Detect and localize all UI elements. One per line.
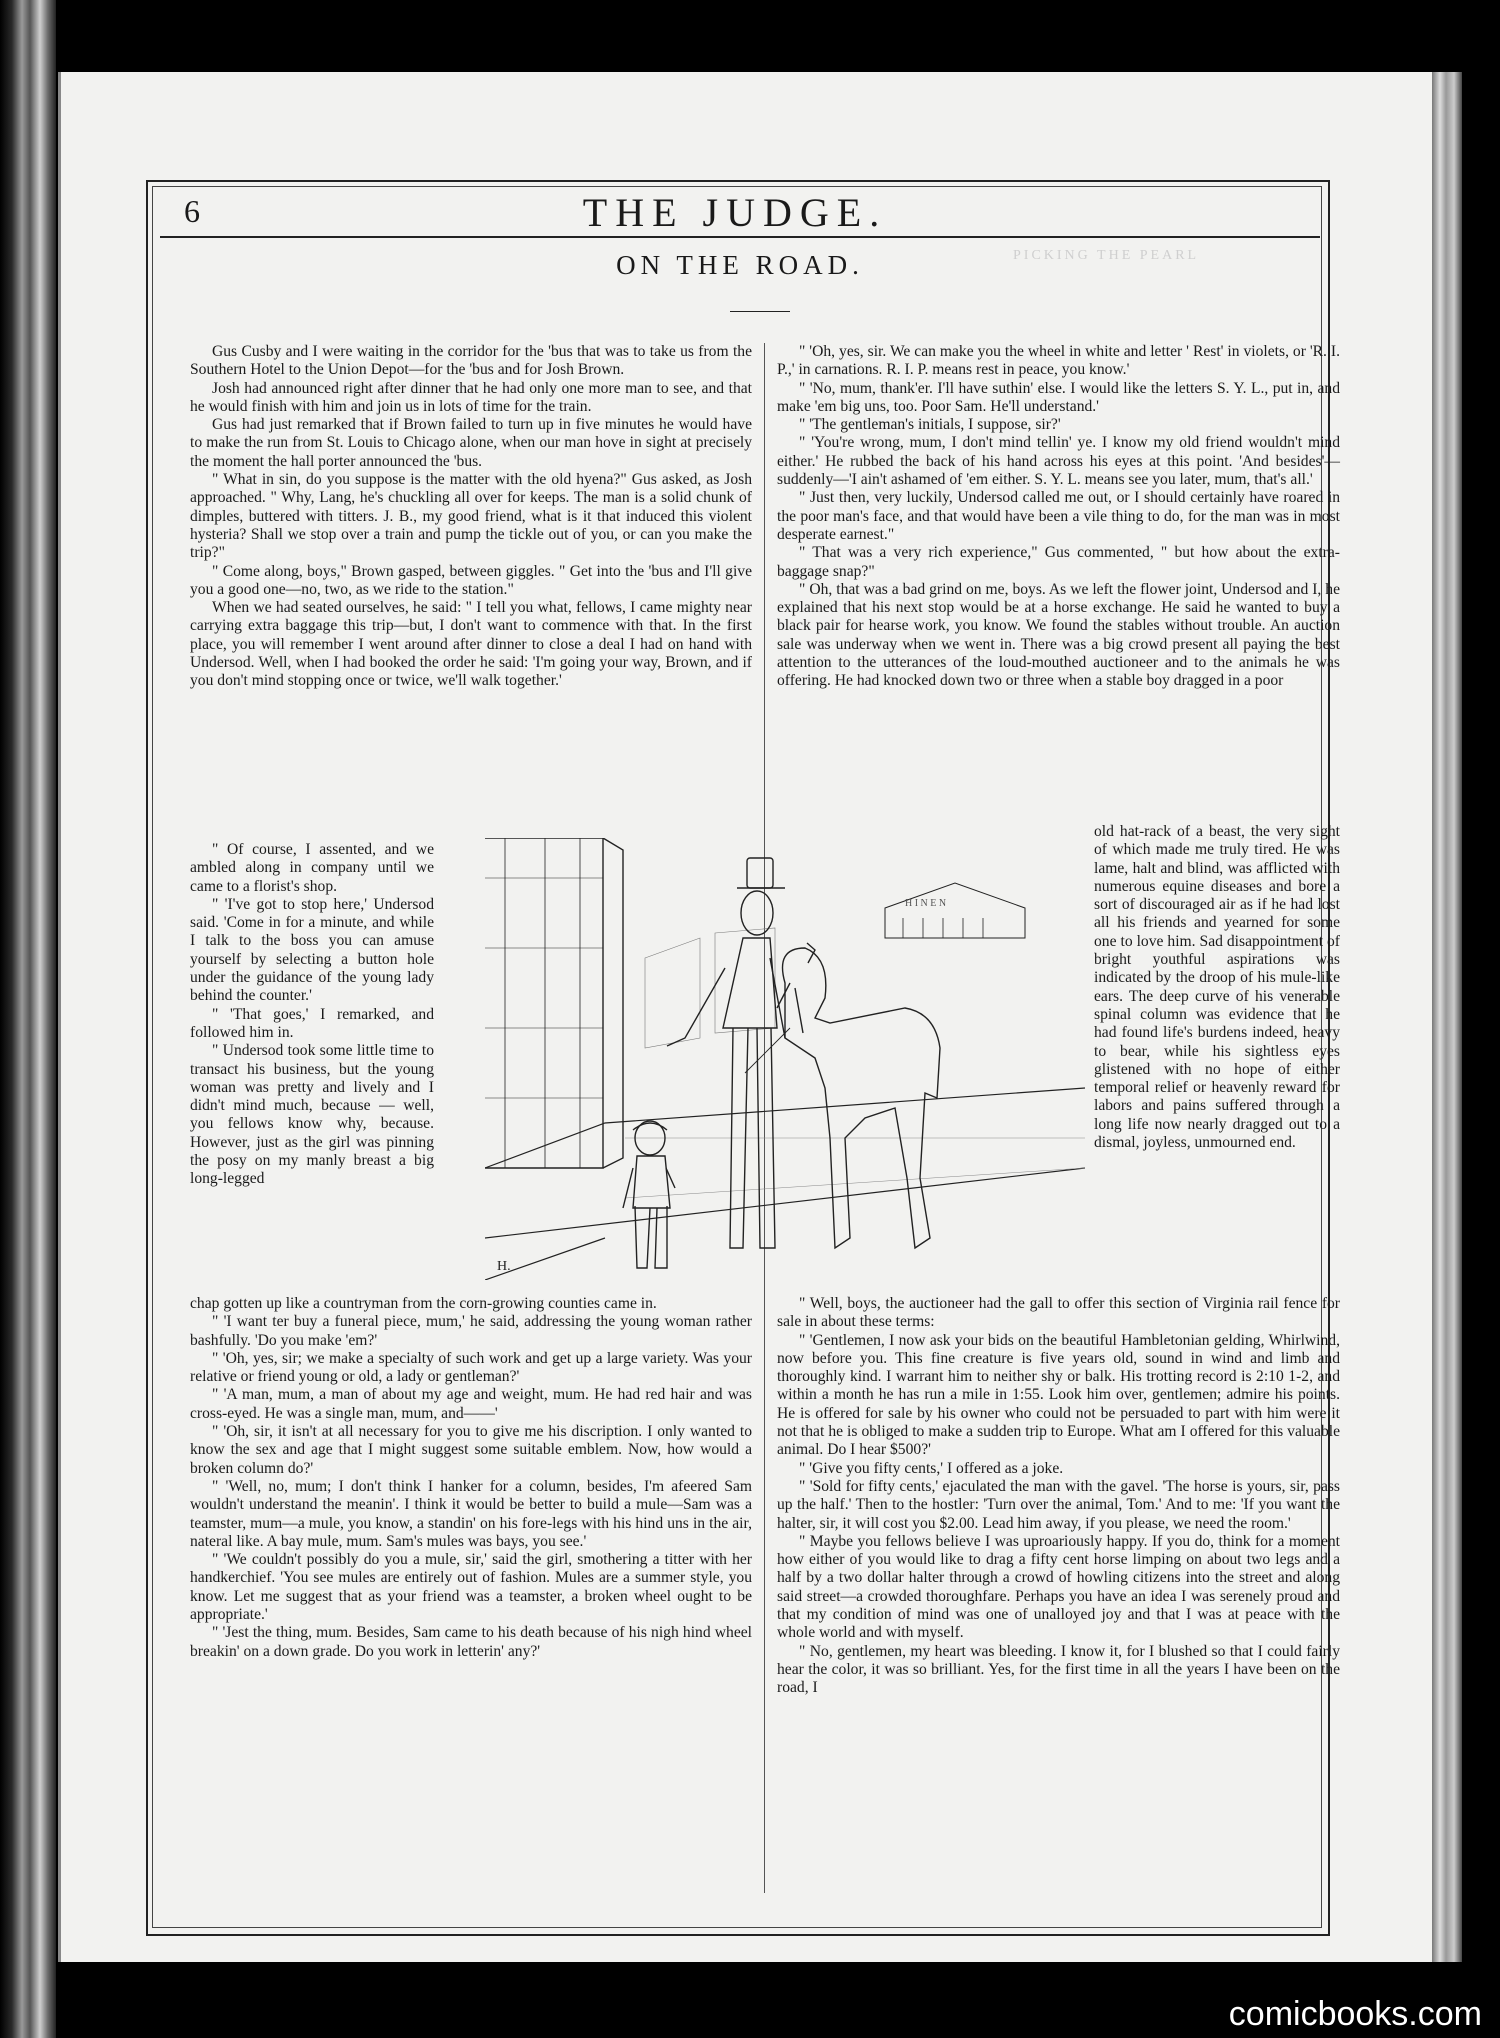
page-header — [170, 185, 1300, 235]
paragraph: Gus Cusby and I were waiting in the corridor for the 'bus that was to take us from the Southern Hotel to the Union Depot—for the 'bus and for Josh Brown. — [190, 343, 752, 379]
sign-text: H I N E N — [905, 898, 947, 909]
paragraph: " 'Gentlemen, I now ask your bids on the beautiful Hambletonian gelding, Whirlwind, now before you. This fine creature is five years old, sound in wind and limb and thoroughly kind. I warrant him to neither shy or balk. His trotting record is 2:10 1-2, and within a month he has run a mile in 1:55. Look him over, gentlemen; admire his points. He is offered for sale by his owner who could not be persuaded to part with him were it not that he is obliged to make a sudden trip to Europe. What am I offered for this valuable animal. Do I hear $500?' — [777, 1331, 1340, 1459]
page-number: 6 — [184, 193, 200, 229]
paragraph: " What in sin, do you suppose is the matter with the old hyena?" Gus asked, as Josh approached. " Why, Lang, he's chuckling all over for keeps. The man is a solid chunk of dimples, buttered with titters. J. B., my good friend, what is it that induced this violent hysteria? Shall we stop over a train and pump the tickle out of you, or can you make the trip?" — [190, 471, 752, 562]
illustration — [485, 838, 1085, 1280]
title-separator — [730, 311, 790, 312]
page-edge — [1432, 72, 1462, 1962]
paragraph: " 'Oh, yes, sir. We can make you the wheel in white and letter ' Rest' in violets, or 'R. I. P.,' in carnations. R. I. P. means rest in peace, you know.' — [777, 343, 1340, 379]
building-wall — [485, 838, 603, 1168]
paragraph: " That was a very rich experience," Gus commented, " but how about the extra-baggage snap?" — [777, 544, 1340, 580]
illustration-signature: H. — [497, 1259, 511, 1274]
column-left-narrow — [190, 841, 434, 1189]
boy-figure — [623, 1121, 675, 1268]
paragraph: " Well, boys, the auctioneer had the gall to offer this section of Virginia rail fence for sale in about these terms: — [777, 1295, 1340, 1331]
paragraph: " 'I've got to stop here,' Undersod said. 'Come in for a minute, and while I talk to the boss you can amuse yourself by selecting a button hole under the guidance of the young lady behind the counter.' — [190, 895, 434, 1005]
paragraph: " 'Jest the thing, mum. Besides, Sam came to his death because of his nigh hind wheel breakin' on a down grade. Do you work in letterin' any?' — [190, 1624, 752, 1660]
paragraph: " Of course, I assented, and we ambled along in company until we came to a florist's shop. — [190, 841, 434, 895]
paragraph: " Just then, very luckily, Undersod called me out, or I should certainly have roared in the poor man's face, and that would have been a vile thing to do, for the man was in most desperate earnest." — [777, 489, 1340, 543]
column-right-narrow — [1094, 823, 1340, 1152]
paragraph: Josh had announced right after dinner that he had only one more man to see, and that he would finish with him and join us in lots of time for the train. — [190, 379, 752, 415]
paragraph: " 'Oh, sir, it isn't at all necessary for you to give me his discription. I only wanted to know the sex and age that I might suggest some suitable emblem. Now, how would a broken column do?' — [190, 1423, 752, 1477]
masthead: THE JUDGE. — [582, 190, 888, 235]
column-left-top — [190, 343, 752, 691]
paragraph: " 'You're wrong, mum, I don't mind tellin' ye. I know my old friend wouldn't mind either.' He rubbed the back of his hand across his eyes at this point. 'And besides'—suddenly—'I ain't ashamed of 'em either. S. Y. L. means see you later, mum, that's all.' — [777, 434, 1340, 489]
bleed-through-text: PICKING THE PEARL — [1000, 248, 1200, 263]
paragraph: When we had seated ourselves, he said: " I tell you what, fellows, I came mighty near carrying extra baggage this trip—but, I don't want to commence with that. In the first place, you will remember I went around after dinner to close a deal I had on hand with Undersod. Well, when I had booked the order he said: 'I'm going your way, Brown, and if you don't mind stopping once or twice, we'll walk together.' — [190, 599, 752, 690]
paragraph: chap gotten up like a countryman from the corn-growing counties came in. — [190, 1295, 657, 1312]
paragraph: " 'We couldn't possibly do you a mule, sir,' said the girl, smothering a titter with her handkerchief. 'You see mules are entirely out of fashion. Mules are a summer style, you know. Let me suggest that as your friend was a teamster, a broken wheel ought to be appropriate.' — [190, 1551, 752, 1624]
paragraph: " No, gentlemen, my heart was bleeding. I know it, for I blushed so that I could fairly hear the color, it was so brilliant. Yes, for the first time in all the years I have been on the road, I — [777, 1642, 1340, 1697]
paragraph: " 'Oh, yes, sir; we make a specialty of such work and get up a large variety. Was your relative or friend young or old, a lady or gentleman?' — [190, 1349, 752, 1386]
paragraph: " 'No, mum, thank'er. I'll have suthin' else. I would like the letters S. Y. L., put in, and make 'em big uns, too. Poor Sam. He'll understand.' — [777, 379, 1340, 415]
paragraph: old hat-rack of a beast, the very sight of which made me truly tired. He was lame, halt and blind, was afflicted with numerous equine diseases and bore a sort of discouraged air as if he had lost all his friends and yearned for some one to love him. Sad disappointment of bright youthful aspirations was indicated by the droop of his mule-like ears. The deep curve of his venerable spinal column was evidence that he had found life's burdens indeed, heavy to bear, while his sightless eyes glistened with no hope of either temporal relief or heavenly reward for labors and pains suffered through a long life now nearly dragged out to a dismal, joyless, unmourned end. — [1094, 823, 1340, 1152]
paragraph: " Maybe you fellows believe I was uproariously happy. If you do, think for a moment how either of you would like to drag a fifty cent horse limping on about two legs and a half by a two dollar halter through a crowd of howling citizens into the street and along said street—a crowded thoroughfare. Perhaps you have an idea I was serenely proud and that my condition of mind was one of unalloyed joy and that I was at peace with the whole world and with myself. — [777, 1532, 1340, 1642]
paragraph: " 'I want ter buy a funeral piece, mum,' he said, addressing the young woman rather bashfully. 'Do you make 'em?' — [190, 1313, 752, 1349]
distant-building — [885, 883, 1025, 938]
paragraph: " 'That goes,' I remarked, and followed him in. — [190, 1005, 434, 1041]
paragraph: " 'Give you fifty cents,' I offered as a joke. — [799, 1459, 1064, 1477]
column-left-bottom — [190, 1295, 752, 1661]
man-figure — [667, 858, 785, 1248]
paragraph: " 'Well, no, mum; I don't think I hanker for a column, besides, I'm afeered Sam wouldn't understand the meanin'. I think it would be better to build a mule—Sam was a teamster, mum—a mule, you know, a standin' on his fore-legs with his hind uns in the air, nateral like. A bay mule, mum. Sam's mules was bays, you see.' — [190, 1477, 752, 1550]
article-title: ON THE ROAD. — [616, 250, 864, 280]
paragraph: " Oh, that was a bad grind on me, boys. As we left the flower joint, Undersod and I, he explained that his next stop would be at a horse exchange. He said he wanted to buy a black pair for hearse work, you know. We found the stables without trouble. An auction sale was underway when we went in. There was a big crowd present all paying the best attention to the utterances of the loud-mouthed auctioneer and to the animals he was offering. He had knocked down two or three when a stable boy dragged in a poor — [777, 580, 1340, 690]
paragraph: Gus had just remarked that if Brown failed to turn up in five minutes he would have to make the run from St. Louis to Chicago alone, when our man hove in sight at precisely the moment the hall porter announced the 'bus. — [190, 416, 752, 470]
column-right-bottom — [777, 1295, 1340, 1698]
pavement — [485, 1088, 1085, 1280]
paragraph: " 'A man, mum, a man of about my age and weight, mum. He had red hair and was cross-eyed. He was a single man, mum, and——' — [190, 1386, 752, 1422]
paragraph: " 'The gentleman's initials, I suppose, sir?' — [799, 416, 1061, 434]
header-rule — [160, 236, 1320, 238]
paragraph: " Come along, boys," Brown gasped, between giggles. " Get into the 'bus and I'll give you a good one—no, two, as we ride to the station." — [190, 562, 752, 598]
paragraph: " Undersod took some little time to transact his business, but the young woman was pretty and lively and I didn't mind much, because — well, you fellows know why, because. However, just as the girl was pinning the posy on my manly breast a big long-legged — [190, 1042, 434, 1188]
watermark: comicbooks.com — [1228, 1995, 1482, 2033]
column-right-top — [777, 343, 1340, 691]
book-spine — [0, 0, 56, 2038]
paragraph: " 'Sold for fifty cents,' ejaculated the man with the gavel. 'The horse is yours, sir, pass up the half.' Then to the hostler: 'Turn over the animal, Tom.' And to me: 'If you want the halter, sir, it will cost you $2.00. Lead him away, if you please, we need the room.' — [777, 1477, 1340, 1532]
